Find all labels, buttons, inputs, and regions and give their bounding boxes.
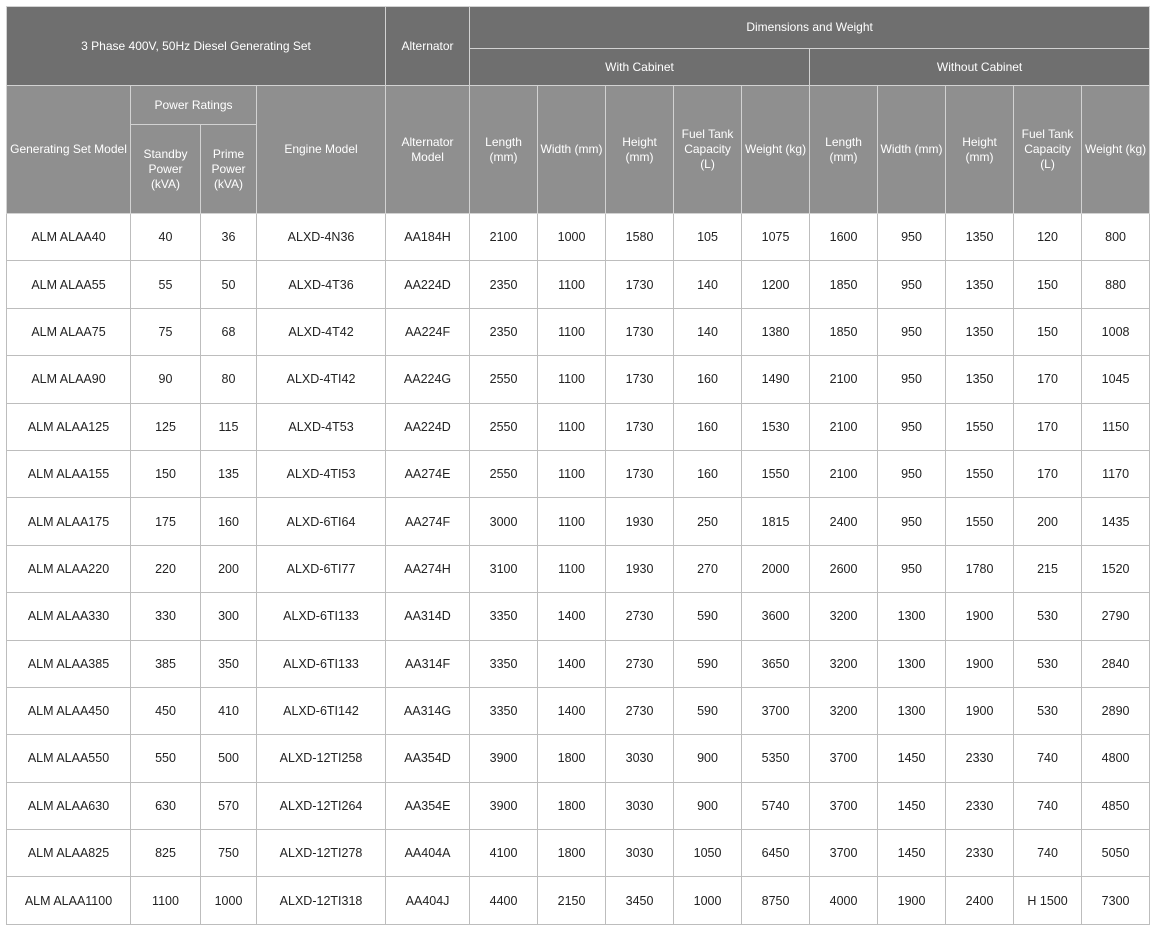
- cell-with-width: 1400: [538, 593, 606, 640]
- cell-with-length: 3350: [470, 687, 538, 734]
- cell-without-weight: 1435: [1082, 498, 1150, 545]
- cell-prime-power: 300: [201, 593, 257, 640]
- cell-without-weight: 2890: [1082, 687, 1150, 734]
- cell-with-height: 1730: [606, 403, 674, 450]
- cell-without-weight: 1008: [1082, 308, 1150, 355]
- cell-prime-power: 160: [201, 498, 257, 545]
- cell-with-width: 1800: [538, 830, 606, 877]
- cell-with-height: 1730: [606, 450, 674, 497]
- cell-without-width: 950: [878, 214, 946, 261]
- cell-model: ALM ALAA55: [7, 261, 131, 308]
- cell-with-length: 2550: [470, 450, 538, 497]
- cell-with-fuel-tank: 105: [674, 214, 742, 261]
- cell-without-length: 2400: [810, 498, 878, 545]
- cell-standby-power: 40: [131, 214, 201, 261]
- cell-model: ALM ALAA385: [7, 640, 131, 687]
- cell-model: ALM ALAA40: [7, 214, 131, 261]
- cell-with-length: 2100: [470, 214, 538, 261]
- with-cabinet-header: With Cabinet: [470, 49, 810, 86]
- cell-without-width: 1450: [878, 782, 946, 829]
- cell-with-length: 3100: [470, 545, 538, 592]
- cell-with-fuel-tank: 160: [674, 450, 742, 497]
- cell-without-height: 1900: [946, 593, 1014, 640]
- cell-with-length: 3350: [470, 640, 538, 687]
- cell-with-height: 1580: [606, 214, 674, 261]
- cell-without-length: 2100: [810, 450, 878, 497]
- cell-with-width: 1000: [538, 214, 606, 261]
- cell-with-fuel-tank: 1050: [674, 830, 742, 877]
- with-weight-header: Weight (kg): [742, 86, 810, 214]
- cell-model: ALM ALAA75: [7, 308, 131, 355]
- cell-without-length: 3200: [810, 593, 878, 640]
- cell-engine-model: ALXD-4T42: [257, 308, 386, 355]
- cell-with-weight: 3650: [742, 640, 810, 687]
- cell-prime-power: 50: [201, 261, 257, 308]
- cell-without-width: 950: [878, 498, 946, 545]
- table-header: [7, 7, 1150, 214]
- cell-with-weight: 3700: [742, 687, 810, 734]
- cell-without-width: 1300: [878, 593, 946, 640]
- cell-alternator-model: AA314D: [386, 593, 470, 640]
- cell-engine-model: ALXD-4T53: [257, 403, 386, 450]
- cell-alternator-model: AA404J: [386, 877, 470, 924]
- cell-with-width: 1100: [538, 356, 606, 403]
- generating-set-title: 3 Phase 400V, 50Hz Diesel Generating Set: [7, 7, 386, 86]
- cell-with-height: 3030: [606, 782, 674, 829]
- cell-with-length: 3350: [470, 593, 538, 640]
- cell-engine-model: ALXD-6TI64: [257, 498, 386, 545]
- cell-with-height: 1730: [606, 356, 674, 403]
- table-row: [7, 735, 1150, 782]
- cell-model: ALM ALAA825: [7, 830, 131, 877]
- cell-with-length: 2550: [470, 356, 538, 403]
- cell-with-length: 3900: [470, 735, 538, 782]
- cell-alternator-model: AA314G: [386, 687, 470, 734]
- cell-without-height: 2330: [946, 735, 1014, 782]
- cell-with-height: 1930: [606, 498, 674, 545]
- cell-prime-power: 350: [201, 640, 257, 687]
- cell-without-height: 1350: [946, 356, 1014, 403]
- cell-alternator-model: AA224G: [386, 356, 470, 403]
- cell-prime-power: 135: [201, 450, 257, 497]
- table-row: [7, 261, 1150, 308]
- cell-alternator-model: AA274F: [386, 498, 470, 545]
- cell-alternator-model: AA274H: [386, 545, 470, 592]
- cell-without-height: 1350: [946, 261, 1014, 308]
- cell-standby-power: 175: [131, 498, 201, 545]
- cell-with-height: 1730: [606, 308, 674, 355]
- cell-without-weight: 7300: [1082, 877, 1150, 924]
- cell-without-length: 1850: [810, 308, 878, 355]
- cell-without-weight: 800: [1082, 214, 1150, 261]
- without-height-header: Height (mm): [946, 86, 1014, 214]
- alternator-header: Alternator: [386, 7, 470, 86]
- cell-without-length: 1850: [810, 261, 878, 308]
- cell-without-width: 950: [878, 308, 946, 355]
- cell-without-fuel-tank: H 1500: [1014, 877, 1082, 924]
- cell-alternator-model: AA224F: [386, 308, 470, 355]
- cell-without-height: 1900: [946, 687, 1014, 734]
- cell-without-weight: 880: [1082, 261, 1150, 308]
- without-width-header: Width (mm): [878, 86, 946, 214]
- cell-without-length: 3700: [810, 782, 878, 829]
- cell-standby-power: 450: [131, 687, 201, 734]
- cell-without-length: 2100: [810, 403, 878, 450]
- without-cabinet-header: Without Cabinet: [810, 49, 1150, 86]
- cell-without-weight: 2840: [1082, 640, 1150, 687]
- cell-with-weight: 2000: [742, 545, 810, 592]
- cell-with-height: 1930: [606, 545, 674, 592]
- cell-with-height: 1730: [606, 261, 674, 308]
- cell-with-weight: 1815: [742, 498, 810, 545]
- power-ratings-header: Power Ratings: [131, 86, 257, 125]
- table-row: [7, 498, 1150, 545]
- cell-without-length: 2100: [810, 356, 878, 403]
- cell-without-fuel-tank: 170: [1014, 450, 1082, 497]
- cell-without-width: 950: [878, 545, 946, 592]
- cell-with-weight: 5350: [742, 735, 810, 782]
- cell-without-width: 950: [878, 403, 946, 450]
- cell-without-height: 1350: [946, 308, 1014, 355]
- cell-without-height: 1780: [946, 545, 1014, 592]
- cell-with-fuel-tank: 590: [674, 687, 742, 734]
- spec-table-container: [6, 6, 1150, 925]
- cell-with-weight: 3600: [742, 593, 810, 640]
- cell-prime-power: 1000: [201, 877, 257, 924]
- cell-model: ALM ALAA450: [7, 687, 131, 734]
- cell-without-width: 950: [878, 356, 946, 403]
- cell-without-height: 1550: [946, 403, 1014, 450]
- table-row: [7, 640, 1150, 687]
- cell-standby-power: 825: [131, 830, 201, 877]
- generating-set-spec-table: [6, 6, 1150, 925]
- cell-with-height: 2730: [606, 687, 674, 734]
- cell-model: ALM ALAA1100: [7, 877, 131, 924]
- cell-without-length: 3200: [810, 640, 878, 687]
- cell-with-fuel-tank: 900: [674, 782, 742, 829]
- without-weight-header: Weight (kg): [1082, 86, 1150, 214]
- cell-without-length: 3700: [810, 735, 878, 782]
- cell-standby-power: 75: [131, 308, 201, 355]
- cell-with-weight: 1380: [742, 308, 810, 355]
- cell-without-width: 1300: [878, 640, 946, 687]
- cell-model: ALM ALAA630: [7, 782, 131, 829]
- cell-with-weight: 1550: [742, 450, 810, 497]
- table-row: [7, 545, 1150, 592]
- cell-without-length: 3200: [810, 687, 878, 734]
- cell-with-height: 3030: [606, 830, 674, 877]
- cell-with-fuel-tank: 590: [674, 593, 742, 640]
- cell-with-weight: 1490: [742, 356, 810, 403]
- cell-without-fuel-tank: 170: [1014, 403, 1082, 450]
- cell-alternator-model: AA184H: [386, 214, 470, 261]
- with-height-header: Height (mm): [606, 86, 674, 214]
- cell-with-height: 3450: [606, 877, 674, 924]
- cell-without-weight: 1520: [1082, 545, 1150, 592]
- cell-without-height: 2330: [946, 782, 1014, 829]
- cell-with-weight: 1530: [742, 403, 810, 450]
- cell-prime-power: 750: [201, 830, 257, 877]
- cell-with-width: 1100: [538, 498, 606, 545]
- cell-with-weight: 5740: [742, 782, 810, 829]
- with-fuel-tank-header: Fuel Tank Capacity (L): [674, 86, 742, 214]
- cell-without-fuel-tank: 740: [1014, 782, 1082, 829]
- cell-without-fuel-tank: 120: [1014, 214, 1082, 261]
- without-fuel-tank-header: Fuel Tank Capacity (L): [1014, 86, 1082, 214]
- cell-without-fuel-tank: 150: [1014, 308, 1082, 355]
- cell-prime-power: 115: [201, 403, 257, 450]
- cell-with-width: 1400: [538, 687, 606, 734]
- table-row: [7, 830, 1150, 877]
- table-row: [7, 214, 1150, 261]
- cell-without-height: 2330: [946, 830, 1014, 877]
- cell-without-width: 950: [878, 261, 946, 308]
- cell-with-fuel-tank: 270: [674, 545, 742, 592]
- cell-with-fuel-tank: 590: [674, 640, 742, 687]
- alternator-model-header: Alternator Model: [386, 86, 470, 214]
- cell-without-height: 1550: [946, 498, 1014, 545]
- cell-alternator-model: AA404A: [386, 830, 470, 877]
- cell-model: ALM ALAA155: [7, 450, 131, 497]
- table-row: [7, 403, 1150, 450]
- cell-without-length: 4000: [810, 877, 878, 924]
- with-length-header: Length (mm): [470, 86, 538, 214]
- cell-with-length: 4100: [470, 830, 538, 877]
- cell-alternator-model: AA224D: [386, 403, 470, 450]
- cell-engine-model: ALXD-12TI264: [257, 782, 386, 829]
- cell-engine-model: ALXD-12TI278: [257, 830, 386, 877]
- cell-model: ALM ALAA550: [7, 735, 131, 782]
- cell-without-width: 1900: [878, 877, 946, 924]
- cell-engine-model: ALXD-12TI258: [257, 735, 386, 782]
- cell-with-width: 1400: [538, 640, 606, 687]
- cell-model: ALM ALAA90: [7, 356, 131, 403]
- cell-with-width: 1100: [538, 403, 606, 450]
- cell-with-fuel-tank: 160: [674, 356, 742, 403]
- cell-without-fuel-tank: 530: [1014, 593, 1082, 640]
- cell-without-height: 1350: [946, 214, 1014, 261]
- cell-without-width: 950: [878, 450, 946, 497]
- table-row: [7, 356, 1150, 403]
- cell-engine-model: ALXD-6TI142: [257, 687, 386, 734]
- cell-without-length: 2600: [810, 545, 878, 592]
- cell-with-width: 1100: [538, 308, 606, 355]
- cell-with-length: 4400: [470, 877, 538, 924]
- cell-with-fuel-tank: 140: [674, 308, 742, 355]
- cell-with-length: 2350: [470, 261, 538, 308]
- cell-standby-power: 1100: [131, 877, 201, 924]
- cell-with-fuel-tank: 250: [674, 498, 742, 545]
- cell-model: ALM ALAA220: [7, 545, 131, 592]
- cell-without-width: 1450: [878, 830, 946, 877]
- table-row: [7, 782, 1150, 829]
- cell-alternator-model: AA314F: [386, 640, 470, 687]
- cell-with-weight: 6450: [742, 830, 810, 877]
- cell-standby-power: 385: [131, 640, 201, 687]
- cell-without-length: 3700: [810, 830, 878, 877]
- cell-engine-model: ALXD-6TI133: [257, 593, 386, 640]
- cell-engine-model: ALXD-4T36: [257, 261, 386, 308]
- cell-with-fuel-tank: 1000: [674, 877, 742, 924]
- cell-prime-power: 500: [201, 735, 257, 782]
- cell-without-fuel-tank: 740: [1014, 735, 1082, 782]
- cell-with-length: 2550: [470, 403, 538, 450]
- cell-with-height: 2730: [606, 593, 674, 640]
- cell-with-width: 1100: [538, 450, 606, 497]
- cell-engine-model: ALXD-4TI53: [257, 450, 386, 497]
- cell-without-fuel-tank: 215: [1014, 545, 1082, 592]
- without-length-header: Length (mm): [810, 86, 878, 214]
- cell-without-weight: 4850: [1082, 782, 1150, 829]
- cell-model: ALM ALAA175: [7, 498, 131, 545]
- engine-model-header: Engine Model: [257, 86, 386, 214]
- dimensions-weight-header: Dimensions and Weight: [470, 7, 1150, 49]
- table-row: [7, 450, 1150, 497]
- cell-standby-power: 90: [131, 356, 201, 403]
- cell-with-fuel-tank: 900: [674, 735, 742, 782]
- cell-with-length: 3900: [470, 782, 538, 829]
- with-width-header: Width (mm): [538, 86, 606, 214]
- table-row: [7, 308, 1150, 355]
- cell-without-fuel-tank: 530: [1014, 640, 1082, 687]
- cell-prime-power: 570: [201, 782, 257, 829]
- cell-without-fuel-tank: 150: [1014, 261, 1082, 308]
- cell-without-weight: 1150: [1082, 403, 1150, 450]
- cell-alternator-model: AA274E: [386, 450, 470, 497]
- cell-with-width: 2150: [538, 877, 606, 924]
- cell-model: ALM ALAA125: [7, 403, 131, 450]
- prime-power-header: Prime Power (kVA): [201, 125, 257, 214]
- cell-with-weight: 8750: [742, 877, 810, 924]
- cell-with-width: 1800: [538, 782, 606, 829]
- cell-with-height: 2730: [606, 640, 674, 687]
- cell-alternator-model: AA354D: [386, 735, 470, 782]
- cell-prime-power: 80: [201, 356, 257, 403]
- cell-standby-power: 125: [131, 403, 201, 450]
- cell-without-weight: 2790: [1082, 593, 1150, 640]
- cell-without-fuel-tank: 170: [1014, 356, 1082, 403]
- cell-with-length: 3000: [470, 498, 538, 545]
- cell-standby-power: 550: [131, 735, 201, 782]
- cell-without-height: 1900: [946, 640, 1014, 687]
- cell-without-width: 1300: [878, 687, 946, 734]
- cell-with-width: 1800: [538, 735, 606, 782]
- cell-without-fuel-tank: 740: [1014, 830, 1082, 877]
- cell-engine-model: ALXD-6TI77: [257, 545, 386, 592]
- cell-alternator-model: AA354E: [386, 782, 470, 829]
- cell-engine-model: ALXD-6TI133: [257, 640, 386, 687]
- cell-without-width: 1450: [878, 735, 946, 782]
- cell-with-height: 3030: [606, 735, 674, 782]
- standby-power-header: Standby Power (kVA): [131, 125, 201, 214]
- cell-with-weight: 1200: [742, 261, 810, 308]
- cell-without-weight: 1045: [1082, 356, 1150, 403]
- cell-with-fuel-tank: 160: [674, 403, 742, 450]
- table-body: [7, 214, 1150, 925]
- cell-engine-model: ALXD-4N36: [257, 214, 386, 261]
- cell-standby-power: 330: [131, 593, 201, 640]
- cell-with-width: 1100: [538, 545, 606, 592]
- table-row: [7, 877, 1150, 924]
- table-row: [7, 593, 1150, 640]
- cell-prime-power: 68: [201, 308, 257, 355]
- cell-engine-model: ALXD-4TI42: [257, 356, 386, 403]
- cell-without-weight: 4800: [1082, 735, 1150, 782]
- cell-standby-power: 220: [131, 545, 201, 592]
- cell-with-width: 1100: [538, 261, 606, 308]
- cell-without-fuel-tank: 200: [1014, 498, 1082, 545]
- generating-set-model-header: Generating Set Model: [7, 86, 131, 214]
- cell-without-length: 1600: [810, 214, 878, 261]
- cell-standby-power: 150: [131, 450, 201, 497]
- cell-prime-power: 36: [201, 214, 257, 261]
- cell-model: ALM ALAA330: [7, 593, 131, 640]
- cell-without-weight: 5050: [1082, 830, 1150, 877]
- cell-alternator-model: AA224D: [386, 261, 470, 308]
- cell-with-weight: 1075: [742, 214, 810, 261]
- table-row: [7, 687, 1150, 734]
- cell-prime-power: 410: [201, 687, 257, 734]
- cell-without-height: 1550: [946, 450, 1014, 497]
- cell-with-length: 2350: [470, 308, 538, 355]
- cell-without-height: 2400: [946, 877, 1014, 924]
- cell-with-fuel-tank: 140: [674, 261, 742, 308]
- cell-prime-power: 200: [201, 545, 257, 592]
- cell-without-fuel-tank: 530: [1014, 687, 1082, 734]
- cell-standby-power: 55: [131, 261, 201, 308]
- cell-standby-power: 630: [131, 782, 201, 829]
- cell-without-weight: 1170: [1082, 450, 1150, 497]
- cell-engine-model: ALXD-12TI318: [257, 877, 386, 924]
